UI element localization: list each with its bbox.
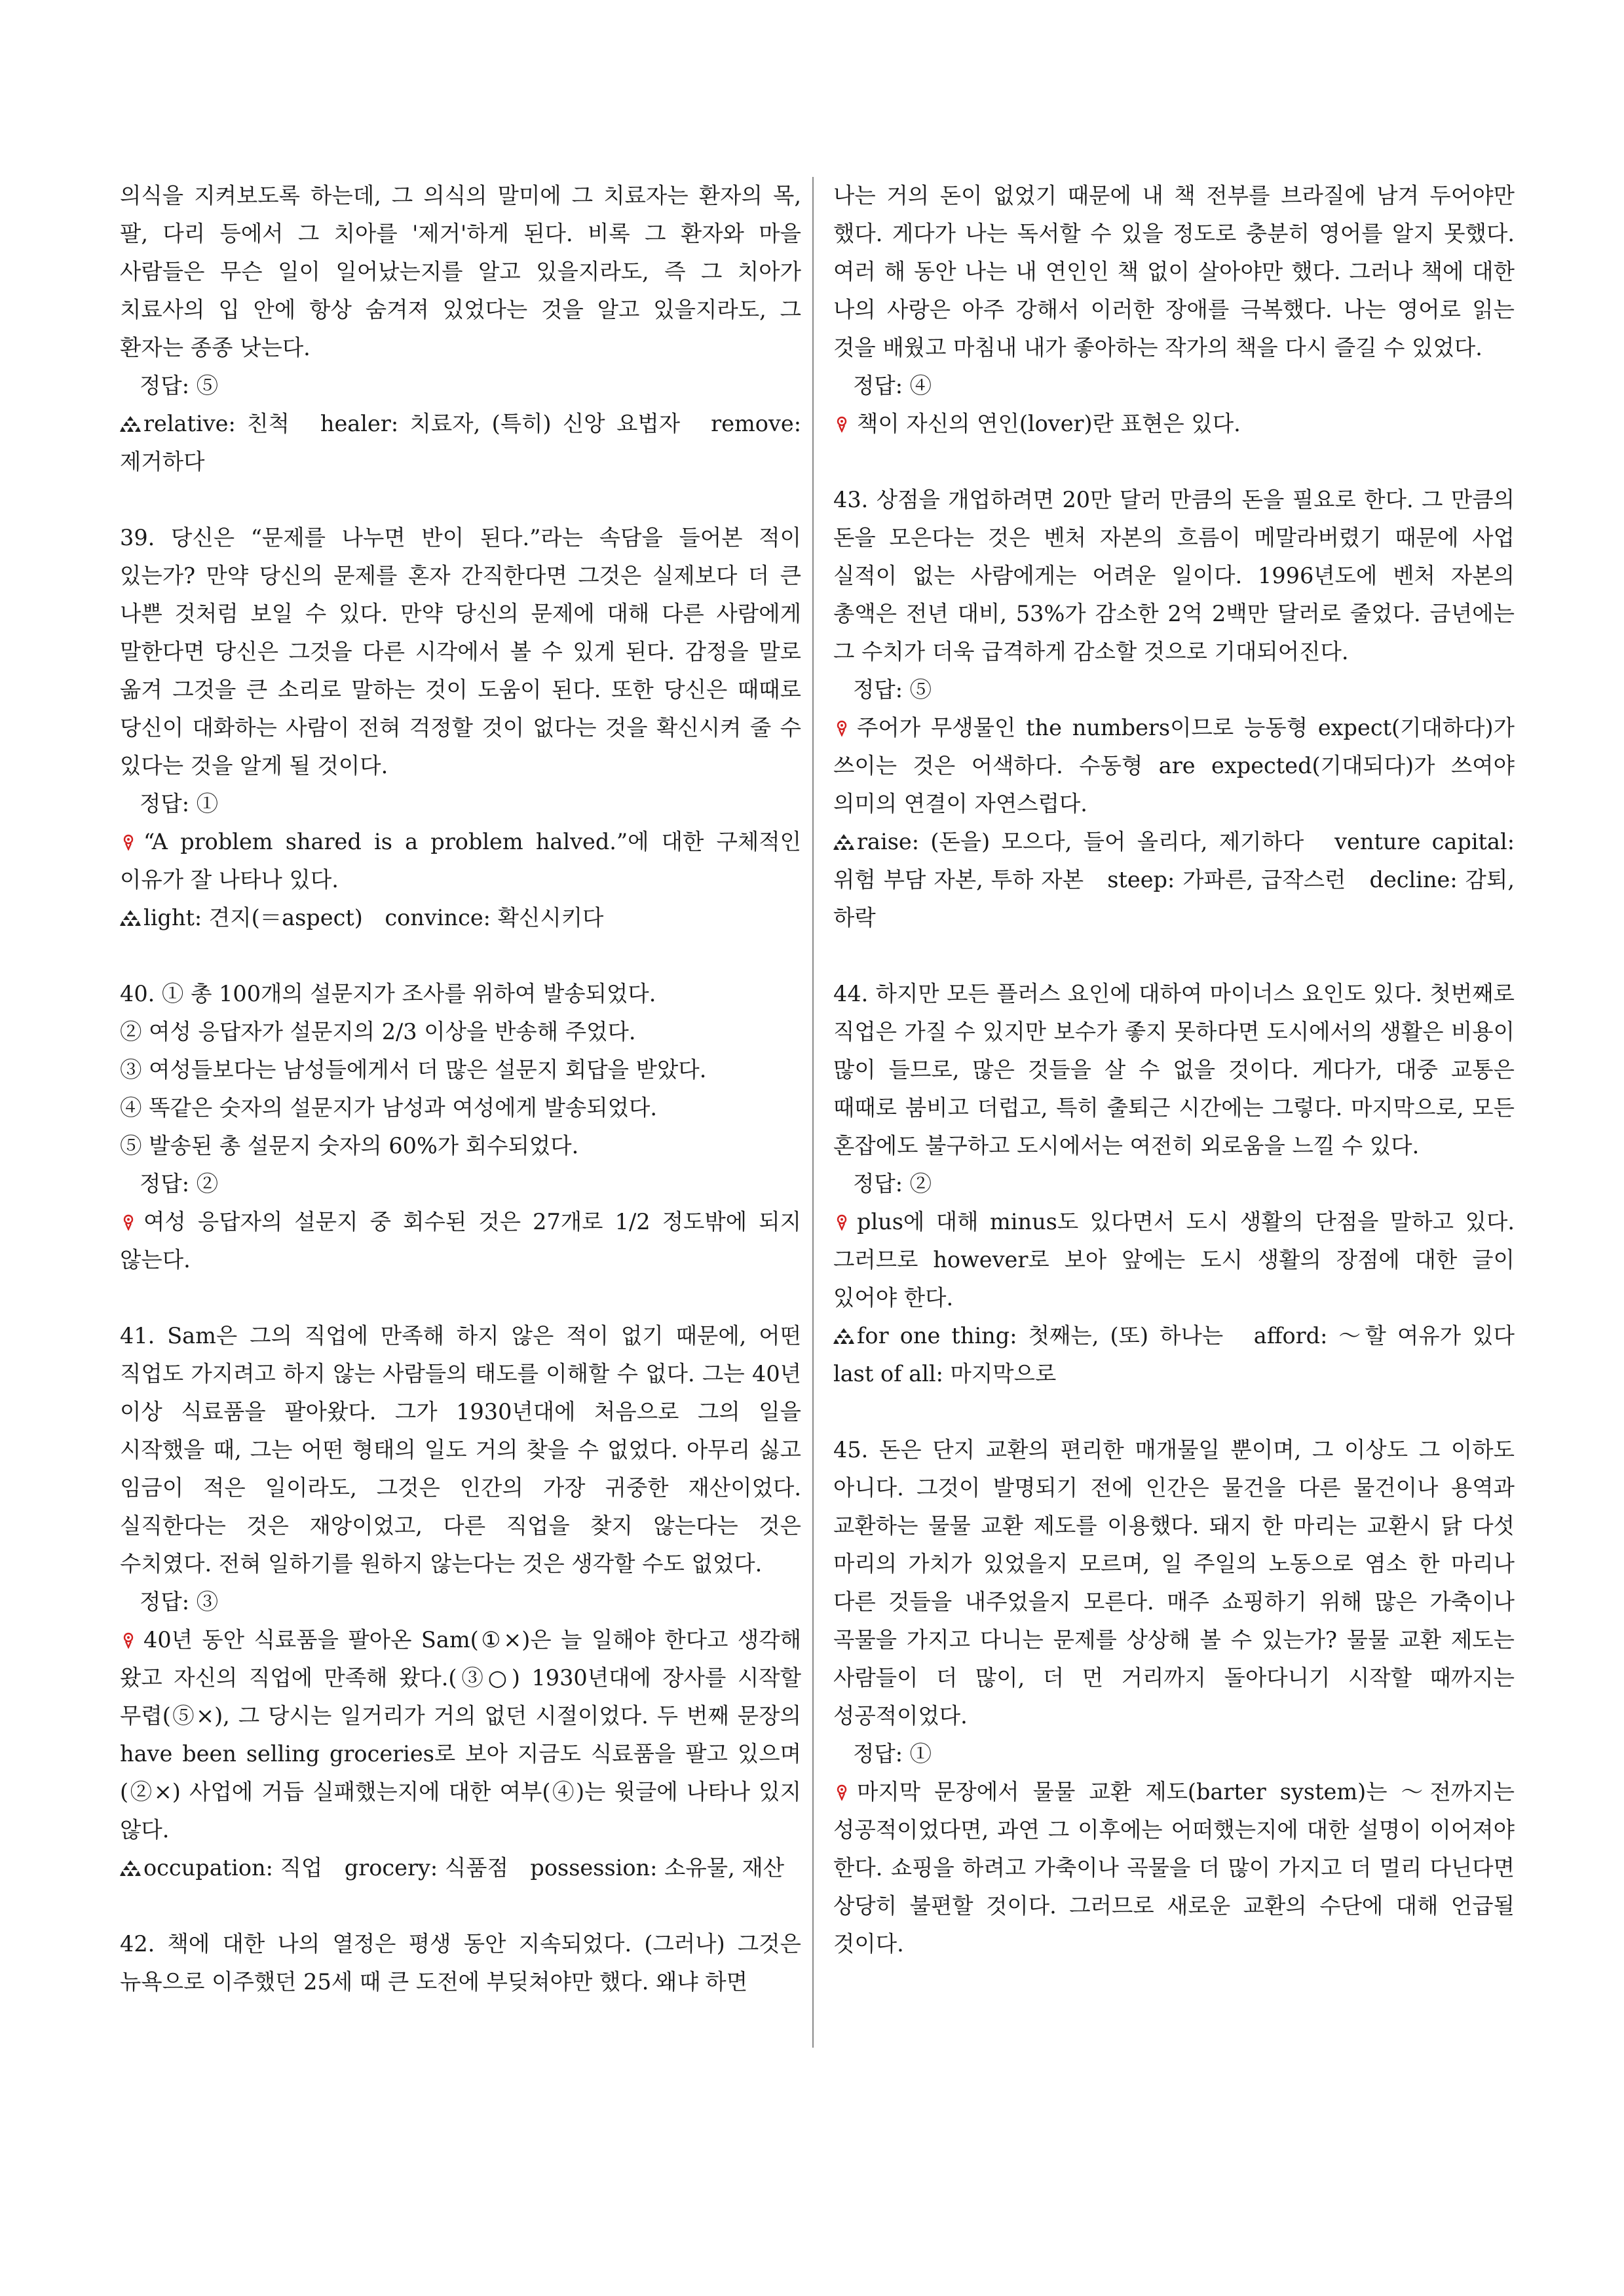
q42-note [833, 405, 1515, 443]
q43-answer: 정답: ⑤ [853, 677, 932, 702]
q42-text-start: 42. 책에 대한 나의 열정은 평생 동안 지속되었다. (그러나) 그것은 뉴욕으로 이주했던 25세 때 큰 도전에 부딪쳐야만 했다. 왜냐 하면 [120, 1931, 801, 1995]
q44-text: 44. 하지만 모든 플러스 요인에 대하여 마이너스 요인도 있다. 첫번째로 직업은 가질 수 있지만 보수가 좋지 못하다면 도시에서의 생활은 비용이 많이 들므로, 많은 것들을 살 수 없을 것이다. 게다가, 대중 교통은 때때로 붐비고 더럽고, 특히 출퇴근 시간에는 그렇다. 마지막으로, 모든 혼잡에도 불구하고 도시에서는 여전히 외로움을 느낄 수 있다. [833, 981, 1515, 1158]
q39-vocab-text: light: 견지(＝aspect) convince: 확신시키다 [143, 905, 604, 930]
q41 [120, 1317, 801, 1887]
q41-answer: 정답: ③ [140, 1589, 219, 1615]
q40 [120, 975, 801, 1279]
q38-answer: 정답: ⑤ [140, 373, 219, 398]
q38-vocab [120, 405, 801, 481]
q39-vocab [120, 899, 801, 937]
left-column [120, 177, 801, 2001]
red-pin-icon [833, 1784, 854, 1801]
triangle-stack-icon [833, 833, 854, 851]
q45 [833, 1431, 1515, 1963]
q42-text-cont: 나는 거의 돈이 없었기 때문에 내 책 전부를 브라질에 남겨 두어야만 했다. 게다가 나는 독서할 수 있을 정도로 충분히 영어를 알지 못했다. 여러 해 동안 나는 내 연인인 책 없이 살아야만 했다. 그러나 책에 대한 나의 사랑은 아주 강해서 이러한 장애를 극복했다. 나는 영어로 읽는 것을 배웠고 마침내 내가 좋아하는 작가의 책을 다시 즐길 수 있었다. [833, 183, 1515, 360]
right-column [833, 177, 1537, 1963]
q44-answer: 정답: ② [853, 1171, 932, 1196]
q39-text: 39. 당신은 “문제를 나누면 반이 된다.”라는 속담을 들어본 적이 있는가? 만약 당신의 문제를 혼자 간직한다면 그것은 실제보다 더 큰 나쁜 것처럼 보일 수 있다. 만약 당신의 문제에 대해 다른 사람에게 말한다면 당신은 그것을 다른 시각에서 볼 수 있게 된다. 감정을 말로 옮겨 그것을 큰 소리로 말하는 것이 도움이 된다. 또한 당신은 때때로 당신이 대화하는 사람이 전혀 걱정할 것이 없다는 것을 확신시켜 줄 수 있다는 것을 알게 될 것이다. [120, 525, 801, 778]
q38-vocab-text: relative: 친척 healer: 치료자, (특히) 신앙 요법자 remove: 제거하다 [120, 411, 801, 474]
q43 [833, 481, 1515, 937]
red-pin-icon [120, 1214, 141, 1231]
q39-answer: 정답: ① [140, 791, 219, 816]
q42-continuation [833, 177, 1515, 443]
q44 [833, 975, 1537, 1393]
q41-vocab [120, 1849, 801, 1887]
triangle-stack-icon [120, 415, 141, 432]
red-pin-icon [833, 1214, 854, 1231]
q40-answer: 정답: ② [140, 1171, 219, 1196]
triangle-stack-icon [833, 1328, 854, 1345]
red-pin-icon [833, 415, 854, 432]
q43-vocab-text: raise: (돈을) 모으다, 들어 올리다, 제기하다 venture capital: 위험 부담 자본, 투하 자본 steep: 가파른, 급작스런 decline: 감퇴, 하락 [833, 829, 1515, 930]
q43-note-text: 주어가 무생물인 the numbers이므로 능동형 expect(기대하다)가 쓰이는 것은 어색하다. 수동형 are expected(기대되다)가 쓰여야 의미의 연결이 자연스럽다. [833, 715, 1515, 816]
q42-start [120, 1925, 801, 2001]
q45-note [833, 1773, 1515, 1963]
q45-note-text: 마지막 문장에서 물물 교환 제도(barter system)는 ～전까지는 성공적이었다면, 과연 그 이후에는 어떠했는지에 대한 설명이 이어져야 한다. 쇼핑을 하려고 가축이나 곡물을 더 많이 가지고 더 멀리 다닌다면 상당히 불편할 것이다. 그러므로 새로운 교환의 수단에 대해 언급될 것이다. [833, 1779, 1515, 1957]
q38-text: 의식을 지켜보도록 하는데, 그 의식의 말미에 그 치료자는 환자의 목, 팔, 다리 등에서 그 치아를 '제거'하게 된다. 비록 그 환자와 마을 사람들은 무슨 일이 일어났는지를 알고 있을지라도, 즉 그 치아가 치료사의 입 안에 항상 숨겨져 있었다는 것을 알고 있을지라도, 그 환자는 종종 낫는다. [120, 183, 801, 360]
triangle-stack-icon [120, 1860, 141, 1877]
column-divider [812, 177, 814, 2048]
q40-note-text: 여성 응답자의 설문지 중 회수된 것은 27개로 1/2 정도밖에 되지 않는다. [120, 1209, 801, 1272]
triangle-stack-icon [120, 909, 141, 927]
red-pin-icon [833, 719, 854, 737]
q42-note-text: 책이 자신의 연인(lover)란 표현은 있다. [857, 411, 1241, 436]
q39-note [120, 823, 801, 899]
red-pin-icon [120, 1632, 141, 1649]
q39 [120, 519, 801, 937]
q41-vocab-text: occupation: 직업 grocery: 식품점 possession: 소유물, 재산 [143, 1855, 785, 1881]
q44-note [833, 1203, 1515, 1317]
q42-answer: 정답: ④ [853, 373, 932, 398]
q45-answer: 정답: ① [853, 1741, 932, 1767]
q40-option-5: ⑤ 발송된 총 설문지 숫자의 60%가 회수되었다. [120, 1133, 579, 1158]
q43-text: 43. 상점을 개업하려면 20만 달러 만큼의 돈을 필요로 한다. 그 만큼의 돈을 모은다는 것은 벤처 자본의 흐름이 메말라버렸기 때문에 사업 실적이 없는 사람에게는 어려운 일이다. 1996년도에 벤처 자본의 총액은 전년 대비, 53%가 감소한 2억 2백만 달러로 줄었다. 금년에는 그 수치가 더욱 급격하게 감소할 것으로 기대되어진다. [833, 487, 1515, 664]
q41-text: 41. Sam은 그의 직업에 만족해 하지 않은 적이 없기 때문에, 어떤 직업도 가지려고 하지 않는 사람들의 태도를 이해할 수 없다. 그는 40년 이상 식료품을 팔아왔다. 그가 1930년대에 처음으로 그의 일을 시작했을 때, 그는 어떤 형태의 일도 거의 찾을 수 없었다. 아무리 싫고 임금이 적은 일이라도, 그것은 인간의 가장 귀중한 재산이었다. 실직한다는 것은 재앙이었고, 다른 직업을 찾지 않는다는 것은 수치였다. 전혀 일하기를 원하지 않는다는 것은 생각할 수도 없었다. [120, 1323, 801, 1577]
q43-note [833, 709, 1515, 823]
q41-note-text: 40년 동안 식료품을 팔아온 Sam(①×)은 늘 일해야 한다고 생각해 왔고 자신의 직업에 만족해 왔다.(③○) 1930년대에 장사를 시작할 무렵(⑤×), 그 당시는 일거리가 거의 없던 시절이었다. 두 번째 문장의 have been selling groceries로 보아 지금도 식료품을 팔고 있으며(②×) 사업에 거듭 실패했는지에 대한 여부(④)는 윗글에 나타나 있지 않다. [120, 1627, 801, 1843]
q40-note [120, 1203, 801, 1279]
q40-option-3: ③ 여성들보다는 남성들에게서 더 많은 설문지 회답을 받았다. [120, 1057, 707, 1082]
q40-option-4: ④ 똑같은 숫자의 설문지가 남성과 여성에게 발송되었다. [120, 1095, 657, 1120]
q39-note-text: “A problem shared is a problem halved.”에 대한 구체적인 이유가 잘 나타나 있다. [120, 829, 801, 892]
red-pin-icon [120, 833, 141, 851]
q43-vocab [833, 823, 1515, 937]
q44-vocab [833, 1317, 1537, 1393]
q38-continuation [120, 177, 801, 481]
q44-vocab-text: for one thing: 첫째는, (또) 하나는 afford: ～할 여유가 있다 last of all: 마지막으로 [833, 1323, 1537, 1387]
q45-text: 45. 돈은 단지 교환의 편리한 매개물일 뿐이며, 그 이상도 그 이하도 아니다. 그것이 발명되기 전에 인간은 물건을 다른 물건이나 용역과 교환하는 물물 교환 제도를 이용했다. 돼지 한 마리는 교환시 닭 다섯 마리의 가치가 있었을지 모르며, 일 주일의 노동으로 염소 한 마리나 다른 것들을 내주었을지 모른다. 매주 쇼핑하기 위해 많은 가축이나 곡물을 가지고 다니는 문제를 상상해 볼 수 있는가? 물물 교환 제도는 사람들이 더 많이, 더 먼 거리까지 돌아다니기 시작할 때까지는 성공적이었다. [833, 1437, 1515, 1729]
q41-note [120, 1621, 801, 1849]
q40-option-2: ② 여성 응답자가 설문지의 2/3 이상을 반송해 주었다. [120, 1019, 636, 1044]
q40-option-1: 40. ① 총 100개의 설문지가 조사를 위하여 발송되었다. [120, 981, 656, 1006]
q44-note-text: plus에 대해 minus도 있다면서 도시 생활의 단점을 말하고 있다. 그러므로 however로 보아 앞에는 도시 생활의 장점에 대한 글이 있어야 한다. [833, 1209, 1515, 1311]
